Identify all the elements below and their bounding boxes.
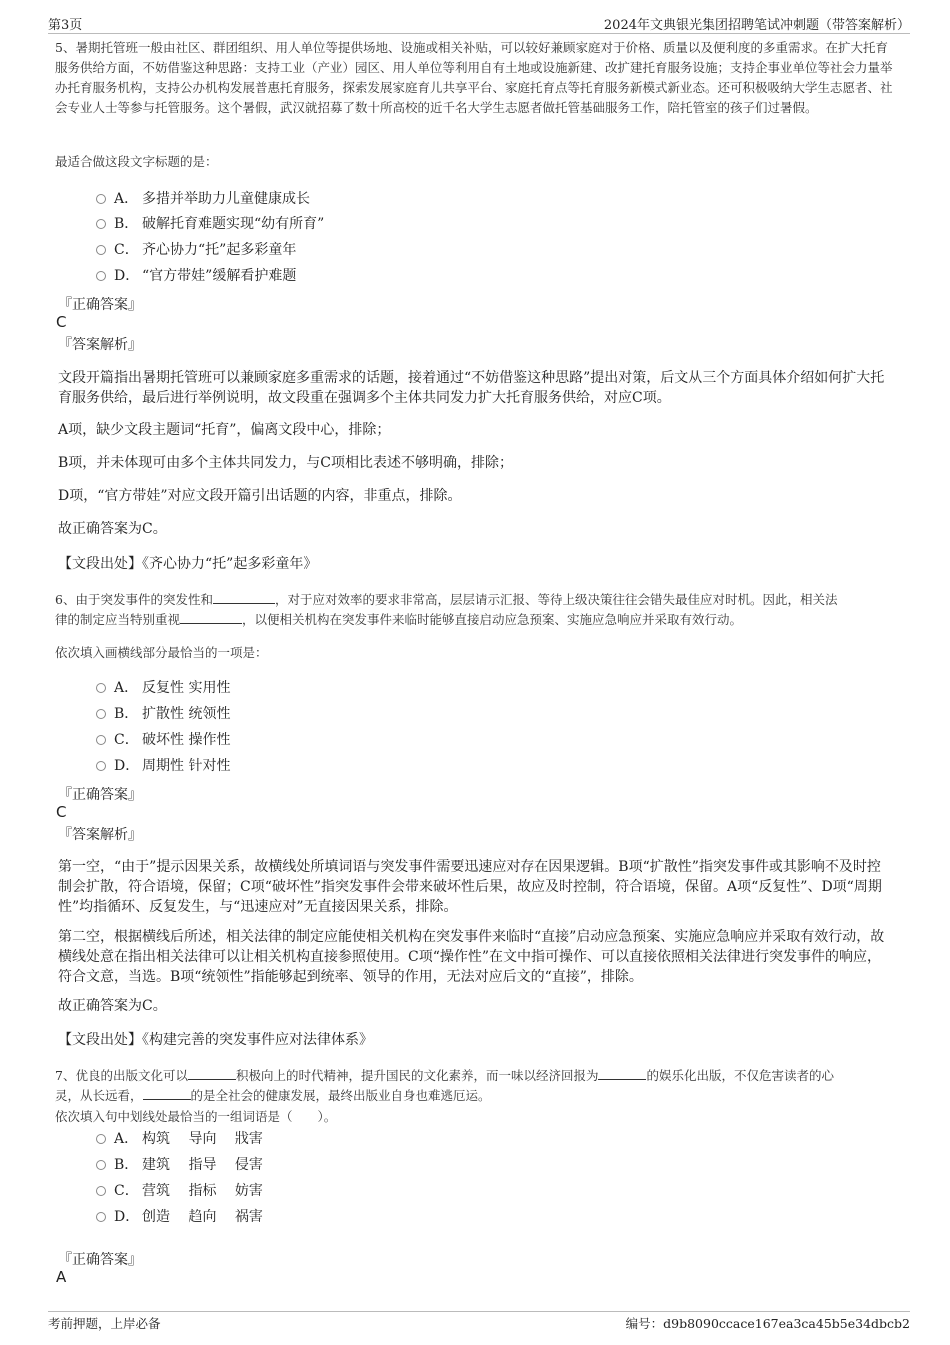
q6-source: 【文段出处】《构建完善的突发事件应对法律体系》	[58, 1032, 373, 1048]
document-id: 编号：d9b8090ccace167ea3ca45b5e34dbcb2	[625, 1316, 910, 1331]
q5-passage: 5、暑期托管班一般由社区、群团组织、用人单位等提供场地、设施或相关补贴，可以较好兼顾家庭对于价格、质量以及便利度的多重需求。在扩大托育服务供给方面，不妨借鉴这种思路：支持工业（产业）园区、用人单位等利用自有土地或设施新建、改扩建托育服务设施；支持企事业单位等社会力量举办托育服务机构，支持公办机构发展普惠托育服务，探索发展家庭育儿共享平台、家庭托育点等托育服务新模式新业态。还可积极吸纳大学生志愿者、社会专业人士等参与托管服务。这个暑假，武汉就招募了数十所高校的近千名大学生志愿者做托管基础服务工作，陪托管室的孩子们过暑假。	[55, 40, 893, 115]
q5-conclusion: 故正确答案为C。	[58, 521, 167, 537]
q5-source: 【文段出处】《齐心协力“托”起多彩童年》	[58, 556, 318, 572]
radio-icon[interactable]	[96, 1186, 106, 1196]
q5-answer-heading: 『正确答案』	[58, 297, 142, 313]
q6-option-a[interactable]: A． 反复性 实用性	[96, 678, 230, 698]
radio-icon[interactable]	[96, 1212, 106, 1222]
q7-answer-heading: 『正确答案』	[58, 1252, 142, 1268]
q6-analysis-heading: 『答案解析』	[58, 827, 142, 843]
q7-answer: A	[56, 1268, 67, 1286]
q6-passage: 6、由于突发事件的突发性和 ，对于应对效率的要求非常高，层层请示汇报、等待上级决策往往会错失最佳应对时机。因此，相关法 律的制定应当特别重视 ，以便相关机构在突发事件来临时能够直接启动应急预案、实施应急响应并采取有效行动。	[55, 592, 838, 627]
blank-line	[213, 591, 275, 604]
q5-option-d[interactable]: D． “官方带娃”缓解看护难题	[96, 266, 296, 286]
q6-answer-heading: 『正确答案』	[58, 787, 142, 803]
q5-analysis-heading: 『答案解析』	[58, 337, 142, 353]
radio-icon[interactable]	[96, 735, 106, 745]
radio-icon[interactable]	[96, 1160, 106, 1170]
q7-passage: 7、优良的出版文化可以 积极向上的时代精神，提升国民的文化素养，而一味以经济回报为 的娱乐化出版，不仅危害读者的心 灵，从长远看， 的是全社会的健康发展，最终出版业自身也难逃厄运。	[55, 1068, 834, 1103]
radio-icon[interactable]	[96, 709, 106, 719]
q6-answer: C	[56, 803, 67, 821]
page-number: 第3页	[48, 18, 83, 33]
radio-icon[interactable]	[96, 1134, 106, 1144]
q7-option-b[interactable]: B． 建筑 指导 侵害	[96, 1155, 263, 1175]
q5-analysis-para: B项，并未体现可由多个主体共同发力，与C项相比表述不够明确，排除；	[58, 455, 513, 471]
q5-analysis-para: A项，缺少文段主题词“托育”，偏离文段中心，排除；	[58, 422, 391, 438]
blank-line	[180, 611, 242, 624]
q7-question: 依次填入句中划线处最恰当的一组词语是（ ）。	[55, 1109, 337, 1124]
radio-icon[interactable]	[96, 245, 106, 255]
radio-icon[interactable]	[96, 683, 106, 693]
q6-option-d[interactable]: D． 周期性 针对性	[96, 756, 230, 776]
q5-analysis-para: D项，“官方带娃”对应文段开篇引出话题的内容，非重点，排除。	[58, 488, 462, 504]
q6-option-b[interactable]: B． 扩散性 统领性	[96, 704, 230, 724]
blank-line	[143, 1087, 191, 1100]
footer-slogan: 考前押题，上岸必备	[48, 1316, 161, 1331]
page-header	[48, 14, 910, 34]
q5-analysis-para: 文段开篇指出暑期托管班可以兼顾家庭多重需求的话题，接着通过“不妨借鉴这种思路”提出对策，后文从三个方面具体介绍如何扩大托育服务供给，最后进行举例说明，故文段重在强调多个主体共同发力扩大托育服务供给，对应C项。	[58, 370, 885, 406]
q6-conclusion: 故正确答案为C。	[58, 998, 167, 1014]
radio-icon[interactable]	[96, 194, 106, 204]
q7-option-d[interactable]: D． 创造 趋向 祸害	[96, 1207, 263, 1227]
q5-answer: C	[56, 313, 67, 331]
q5-option-a[interactable]: A． 多措并举助力儿童健康成长	[96, 189, 310, 209]
q6-question: 依次填入画横线部分最恰当的一项是：	[55, 645, 268, 660]
footer-divider	[48, 1311, 910, 1312]
header-divider	[48, 33, 910, 34]
q6-analysis-para: 第一空，“由于”提示因果关系，故横线处所填词语与突发事件需要迅速应对存在因果逻辑。B项“扩散性”指突发事件或其影响不及时控制会扩散，符合语境，保留；C项“破坏性”指突发事件会带来破坏性后果，故应及时控制，符合语境，保留。A项“反复性”、D项“周期性”均指循环、反复发生，与“迅速应对”无直接因果关系，排除。	[58, 859, 882, 915]
q6-analysis-para: 第二空，根据横线后所述，相关法律的制定应能使相关机构在突发事件来临时“直接”启动应急预案、实施应急响应并采取有效行动，故横线处意在指出相关法律可以让相关机构直接参照使用。C项“操作性”在文中指可操作、可以直接依照相关法律进行突发事件的响应，符合文意，当选。B项“统领性”指能够起到统率、领导的作用，无法对应后文的“直接”，排除。	[58, 929, 885, 985]
blank-line	[188, 1067, 236, 1080]
radio-icon[interactable]	[96, 761, 106, 771]
radio-icon[interactable]	[96, 219, 106, 229]
q5-option-b[interactable]: B． 破解托育难题实现“幼有所育”	[96, 214, 324, 234]
q5-option-c[interactable]: C． 齐心协力“托”起多彩童年	[96, 240, 296, 260]
radio-icon[interactable]	[96, 271, 106, 281]
q6-option-c[interactable]: C． 破坏性 操作性	[96, 730, 230, 750]
q5-question: 最适合做这段文字标题的是：	[55, 154, 218, 169]
q7-option-a[interactable]: A． 构筑 导向 戕害	[96, 1129, 263, 1149]
document-title: 2024年文典银光集团招聘笔试冲刺题（带答案解析）	[603, 18, 910, 33]
q7-option-c[interactable]: C． 营筑 指标 妨害	[96, 1181, 263, 1201]
blank-line	[598, 1067, 646, 1080]
